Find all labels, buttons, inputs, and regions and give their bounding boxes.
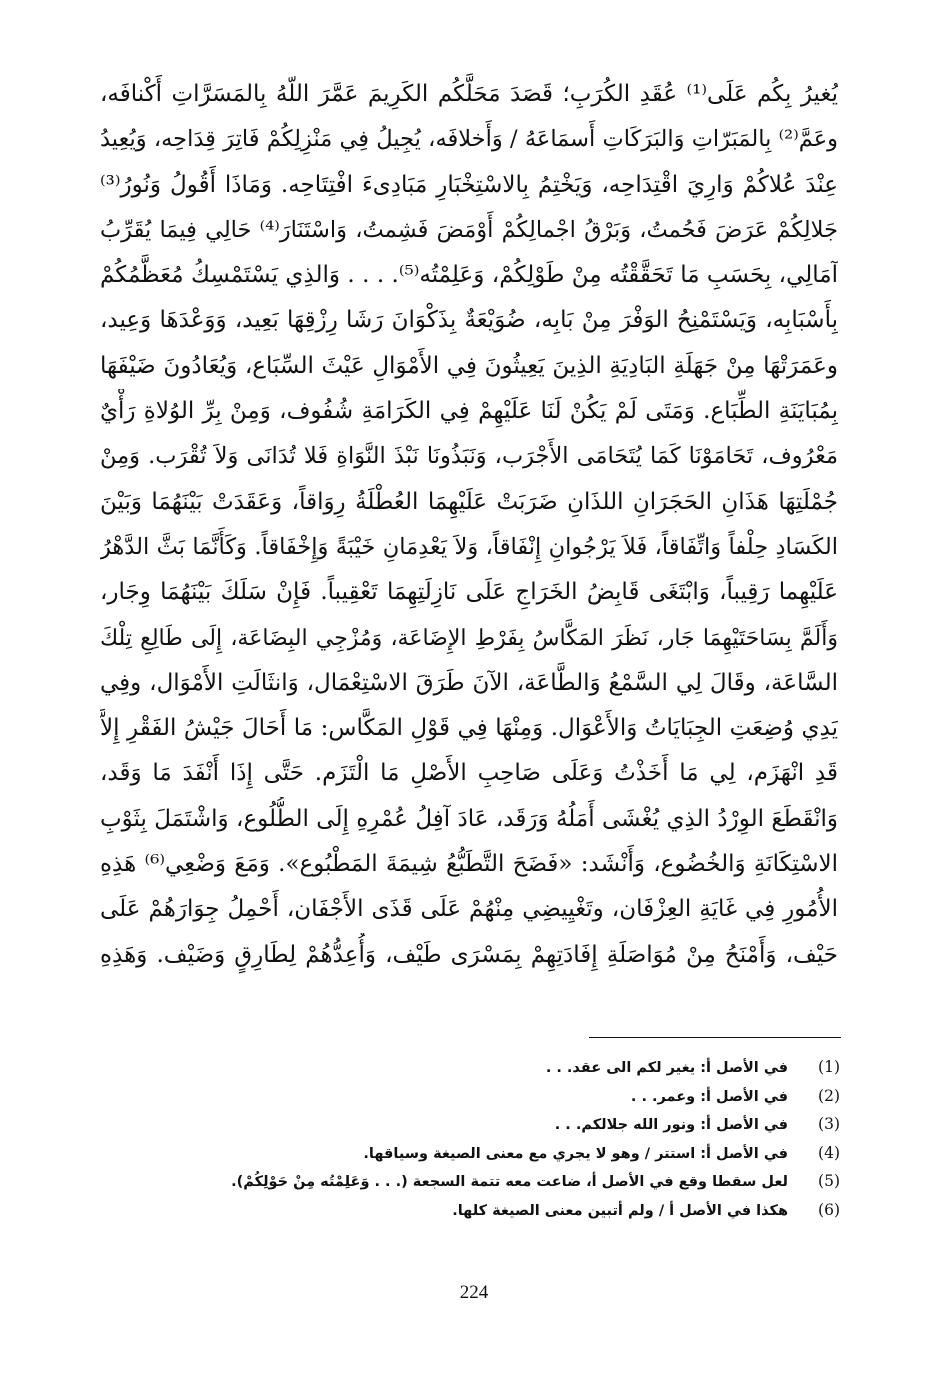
text-line: وَانْقَطَعَ الوِرْدُ الذِي يُغْشَى أَمَلُهُ وَرَقَد، عَادَ آفِلُ عُمْرِهِ إِلَى الطُّلُوع، وَاشْتَمَلَ بِثَوْبِ (100, 805, 838, 832)
footnote-text: لعل سقطا وقع في الأصل أ، ضاعت معه تتمة السجعة (. . . وَعَلِمْتُه مِنْ حَوْلِكُمْ). (231, 1174, 788, 1191)
footnote-number: (4) (818, 1143, 840, 1162)
footnote-text: في الأصل أ: ونور الله جلالكم. . . (554, 1117, 788, 1134)
footnote-number: (6) (818, 1200, 840, 1219)
footnote-item (100, 1139, 840, 1168)
main-text (100, 72, 838, 978)
footnote-number: (3) (818, 1115, 840, 1134)
footnote-divider (589, 1037, 841, 1038)
footnote-number: (2) (818, 1086, 840, 1105)
footnote-number: (5) (818, 1172, 840, 1191)
text-line: السَّاعَة، وقَالَ لِي السَّمْعُ وَالطَّاعَة، الآنَ طَرَقَ الاسْتِعْمَال، وَانثَالَتِ الأَمْوَال، وفِي (100, 669, 838, 696)
text-line: وعَمَرَتْهَا مِنْ جَهَلَةِ البَادِيَةِ الذِينَ يَعِيثُونَ فِي الأَمْوَالِ عَيْثَ السِّبَاع، وَيُعَادُونَ ضَيْفَهَا (100, 352, 838, 379)
footnote-text: هكذا في الأصل أ / ولم أتبين معنى الصيغة كلها. (452, 1202, 788, 1219)
footnote-item (100, 1196, 840, 1225)
text-line: جَلالِكُمْ عَرَضَ فَحُمتُ، وَبَرْقُ اجْمالِكُمْ أَوْمَضَ فَشِمتُ، وَاسْتَنَارَ⁽⁴⁾ حَالِي فِيمَا يُقَرِّبُ (100, 216, 838, 243)
footnote-item (100, 1167, 840, 1196)
text-line: جُمْلَتِهَا هَذَانِ الحَجَرَانِ اللذَانِ ضَرَبَتْ عَلَيْهِمَا العُطْلَةُ رِوَاقاً، وَعَقَدَتْ بَيْنَهُمَا وَبَيْنَ (100, 488, 838, 515)
footnote-text: في الأصل أ: استتر / وهو لا يجري مع معنى الصيغة وسياقها. (363, 1145, 788, 1162)
text-line: الكَسَادِ حِلْفاً وَاتِّفَاقاً، فَلاَ يَرْجُوانِ إِنْفَاقاً، وَلاَ يَعْدِمَانِ خَيْبَةً وَإِخْفَاقاً. وَكَأَنَّمَا بَثَّ الدَّهْرُ (100, 533, 838, 560)
text-line: آمَالِي، بِحَسَبِ مَا تَحَقَّقْتُه مِنْ طَوْلِكُمْ، وَعَلِمْتُه⁽⁵⁾. . . . وَالذِي يَسْتَمْسِكُ مُعَظَّمُكُمْ (100, 262, 838, 289)
page-number: 224 (459, 1282, 489, 1303)
footnotes-list (100, 1053, 840, 1225)
text-line: الأُمُورِ فِي غَايَةِ العِزْفَان، وتَغْيِيضِي مِنْهُمْ عَلَى قَذَى الأَجْفَان، أَحْمِلُ جِوَارَهُمْ عَلَى (100, 896, 838, 923)
footnote-text: في الأصل أ: وعمر. . . (630, 1088, 788, 1105)
text-line: الاسْتِكَانَةِ وَالخُضُوع، وَأَنْشَد: «فَضَحَ التَّطَبُّعُ شِيمَةَ المَطْبُوع». وَمَعَ وَضْعِي⁽⁶⁾ هَذِهِ (100, 851, 838, 878)
footnote-item (100, 1053, 840, 1082)
text-line: يَدِي وُضِعَتِ الجِبَايَاتُ وَالأَعْوَال. وَمِنْهَا فِي قَوْلِ المَكَّاس: مَا أَحَالَ جَيْشُ الفَقْرِ إِلاَّ (100, 715, 838, 742)
footnote-number: (1) (818, 1058, 840, 1076)
text-line: بِأَسْبَابِه، وَيَسْتَمْنِحُ الوَفْرَ مِنْ بَابِه، ضُوَيْعَةٌ بِذَكْوَانَ رَشَا رِزْقِهَا بَعِيد، وَوَعْدَهَا وَعِيد، (100, 307, 838, 334)
text-line: بِمُبَايَنَةِ الطِّبَاع. وَمَتَى لَمْ يَكُنْ لَنَا عَلَيْهِمْ فِي الكَرَامَةِ شُفُوف، وَمِنْ بِرِّ الوُلاةِ رَأْيٌ (100, 398, 838, 425)
footnote-text: في الأصل أ: يغير لكم الى عقد. . . (545, 1060, 788, 1076)
text-line: وعَمَّ⁽²⁾ بِالمَبَرّاتِ وَالبَرَكَاتِ أَسمَاعَهُ / وَأَخلافَه، يُجِيلُ فِي مَنْزِلِكُمْ فَاتِرَ قِدَاحِه، وَيُعِيدُ (100, 126, 838, 153)
text-line: وَأَلَمَّ بِسَاحَتَيْهِمَا جَار، نَظَرَ المَكَّاسُ بِفَرْطِ الإِضَاعَة، وَمُزْجِي البِضَاعَة، إِلَى طَالِعِ تِلْكَ (100, 625, 838, 651)
text-line: يُغيرُ بِكُم عَلَى⁽¹⁾ عُقَدِ الكُرَبِ؛ قَصَدَ مَحَلَّكُم الكَرِيمَ عَمَّرَ اللّهُ بِالمَسَرَّاتِ أَكْنافَه، (100, 81, 838, 107)
text-line: قَدِ انْهَزَم، لِي مَا أَخَذْتُ وَعَلَى صَاحِبِ الأَصْلِ مَا الْتَزَم. حَتَّى إِذَا أَنْفَدَ مَا وَقَد، (100, 760, 838, 787)
footnote-item (100, 1110, 840, 1139)
text-line: عِنْدَ عُلاكُمْ وَارِيَ اقْتِدَاحِه، وَيَخْتِمُ بِالاسْتِخْبَارِ مَبَادِىءَ افْتِتَاحِه. وَمَاذَا أَقُولُ وَنُورُ⁽³⁾ (100, 171, 838, 198)
text-line: مَعْرُوف، تَحَامَوْنَا كَمَا يُتَحَامَى الأَجْرَب، وَنَبَذُونَا نَبْذَ النَّوَاةِ فَلا تُدَانَى وَلاَ تُقْرَب. وَمِنْ (100, 443, 838, 470)
footnote-item (100, 1082, 840, 1111)
text-line: حَيْف، وَأَمْنَحُ مِنْ مُوَاصَلَةِ إِفَادَتِهِمْ بِمَسْرَى طَيْف، وَأُعِدُّهُمْ لِطَارِقٍ وَضَيْف. وَهَذِهِ (100, 941, 838, 968)
text-line: عَلَيْهِما رَقِيباً، وَابْتَغَى قَابِضُ الخَرَاجِ عَلَى نَازِلَتِهِمَا تَعْقِيباً. فَإِنْ سَلَكَ بَيْنَهُمَا وِجَار، (100, 579, 838, 606)
